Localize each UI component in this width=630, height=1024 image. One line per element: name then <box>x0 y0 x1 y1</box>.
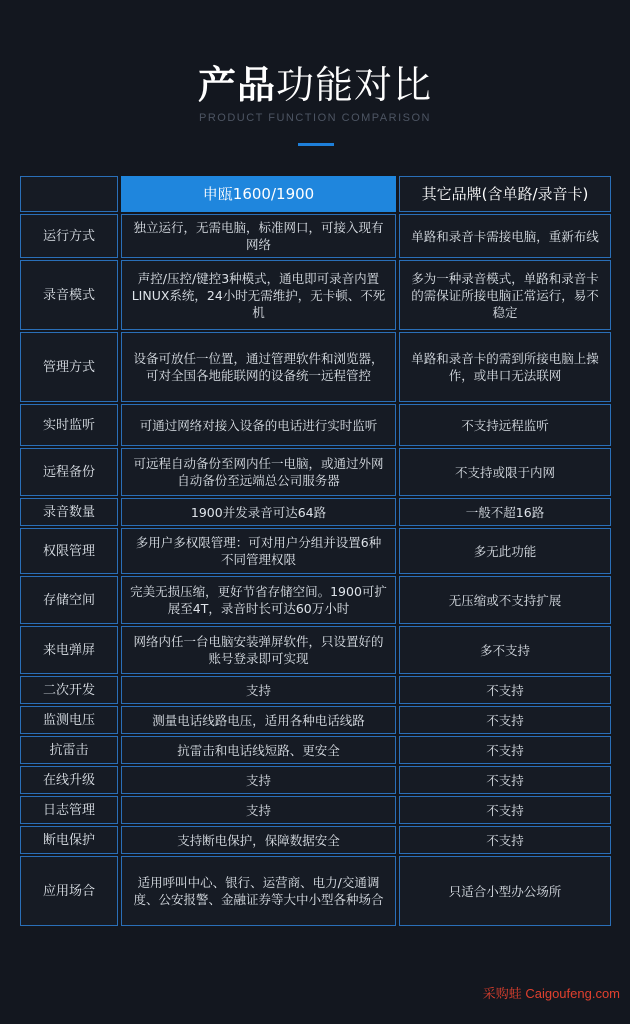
table-row <box>20 214 611 258</box>
watermark: 采购蛙 Caigoufeng.com <box>482 986 620 1001</box>
other-brands-cell: 不支持 <box>399 736 611 764</box>
table-row <box>20 576 611 624</box>
our-product-cell: 独立运行，无需电脑，标准网口，可接入现有网络 <box>121 214 396 258</box>
other-brands-cell: 不支持 <box>399 676 611 704</box>
feature-cell: 监测电压 <box>20 706 118 734</box>
other-brands-cell: 不支持 <box>399 826 611 854</box>
our-product-cell: 设备可放任一位置，通过管理软件和浏览器，可对全国各地能联网的设备统一远程管控 <box>121 332 396 402</box>
other-brands-cell: 多无此功能 <box>399 528 611 574</box>
other-brands-cell: 多不支持 <box>399 626 611 674</box>
page-title <box>0 60 630 110</box>
other-brands-cell: 多为一种录音模式，单路和录音卡的需保证所接电脑正常运行，易不稳定 <box>399 260 611 330</box>
our-product-cell: 支持 <box>121 676 396 704</box>
our-product-cell: 适用呼叫中心、银行、运营商、电力/交通调度、公安报警、金融证券等大中小型各种场合 <box>121 856 396 926</box>
page-header <box>0 0 630 175</box>
table-row <box>20 766 611 794</box>
our-product-cell: 测量电话线路电压，适用各种电话线路 <box>121 706 396 734</box>
table-row <box>20 528 611 574</box>
table-body <box>20 214 611 926</box>
feature-cell: 应用场合 <box>20 856 118 926</box>
feature-cell: 断电保护 <box>20 826 118 854</box>
other-brands-cell: 一般不超16路 <box>399 498 611 526</box>
table-row <box>20 856 611 926</box>
feature-cell: 在线升级 <box>20 766 118 794</box>
table-row <box>20 796 611 824</box>
comparison-table <box>17 174 614 928</box>
header-other-brands: 其它品牌(含单路/录音卡) <box>399 176 611 212</box>
our-product-cell: 完美无损压缩，更好节省存储空间。1900可扩展至4T，录音时长可达60万小时 <box>121 576 396 624</box>
our-product-cell: 支持 <box>121 796 396 824</box>
other-brands-cell: 不支持或限于内网 <box>399 448 611 496</box>
feature-cell: 实时监听 <box>20 404 118 446</box>
table-header-row <box>20 176 611 212</box>
page-subtitle: PRODUCT FUNCTION COMPARISON <box>199 112 431 124</box>
our-product-cell: 抗雷击和电话线短路、更安全 <box>121 736 396 764</box>
other-brands-cell: 单路和录音卡的需到所接电脑上操作，或串口无法联网 <box>399 332 611 402</box>
table-row <box>20 498 611 526</box>
table-row <box>20 448 611 496</box>
other-brands-cell: 不支持 <box>399 766 611 794</box>
our-product-cell: 支持 <box>121 766 396 794</box>
table-row <box>20 260 611 330</box>
feature-cell: 抗雷击 <box>20 736 118 764</box>
title-bold: 产品 <box>197 63 276 107</box>
feature-cell: 权限管理 <box>20 528 118 574</box>
our-product-cell: 1900并发录音可达64路 <box>121 498 396 526</box>
feature-cell: 远程备份 <box>20 448 118 496</box>
table-row <box>20 332 611 402</box>
other-brands-cell: 只适合小型办公场所 <box>399 856 611 926</box>
table-row <box>20 676 611 704</box>
table-row <box>20 706 611 734</box>
feature-cell: 录音数量 <box>20 498 118 526</box>
table-row <box>20 626 611 674</box>
our-product-cell: 网络内任一台电脑安装弹屏软件，只设置好的账号登录即可实现 <box>121 626 396 674</box>
other-brands-cell: 不支持远程监听 <box>399 404 611 446</box>
table-row <box>20 736 611 764</box>
table-row <box>20 404 611 446</box>
feature-cell: 日志管理 <box>20 796 118 824</box>
header-our-product: 申瓯1600/1900 <box>121 176 396 212</box>
table-row <box>20 826 611 854</box>
feature-cell: 二次开发 <box>20 676 118 704</box>
our-product-cell: 多用户多权限管理：可对用户分组并设置6种不同管理权限 <box>121 528 396 574</box>
title-light: 功能对比 <box>276 63 433 107</box>
our-product-cell: 声控/压控/键控3种模式，通电即可录音内置LINUX系统，24小时无需维护，无卡顿、不死机 <box>121 260 396 330</box>
header-corner-cell <box>20 176 118 212</box>
our-product-cell: 可远程自动备份至网内任一电脑，或通过外网自动备份至远端总公司服务器 <box>121 448 396 496</box>
our-product-cell: 支持断电保护，保障数据安全 <box>121 826 396 854</box>
feature-cell: 录音模式 <box>20 260 118 330</box>
other-brands-cell: 不支持 <box>399 796 611 824</box>
other-brands-cell: 不支持 <box>399 706 611 734</box>
our-product-cell: 可通过网络对接入设备的电话进行实时监听 <box>121 404 396 446</box>
feature-cell: 存储空间 <box>20 576 118 624</box>
other-brands-cell: 无压缩或不支持扩展 <box>399 576 611 624</box>
title-underline <box>298 143 334 146</box>
other-brands-cell: 单路和录音卡需接电脑，重新布线 <box>399 214 611 258</box>
feature-cell: 运行方式 <box>20 214 118 258</box>
feature-cell: 来电弹屏 <box>20 626 118 674</box>
feature-cell: 管理方式 <box>20 332 118 402</box>
